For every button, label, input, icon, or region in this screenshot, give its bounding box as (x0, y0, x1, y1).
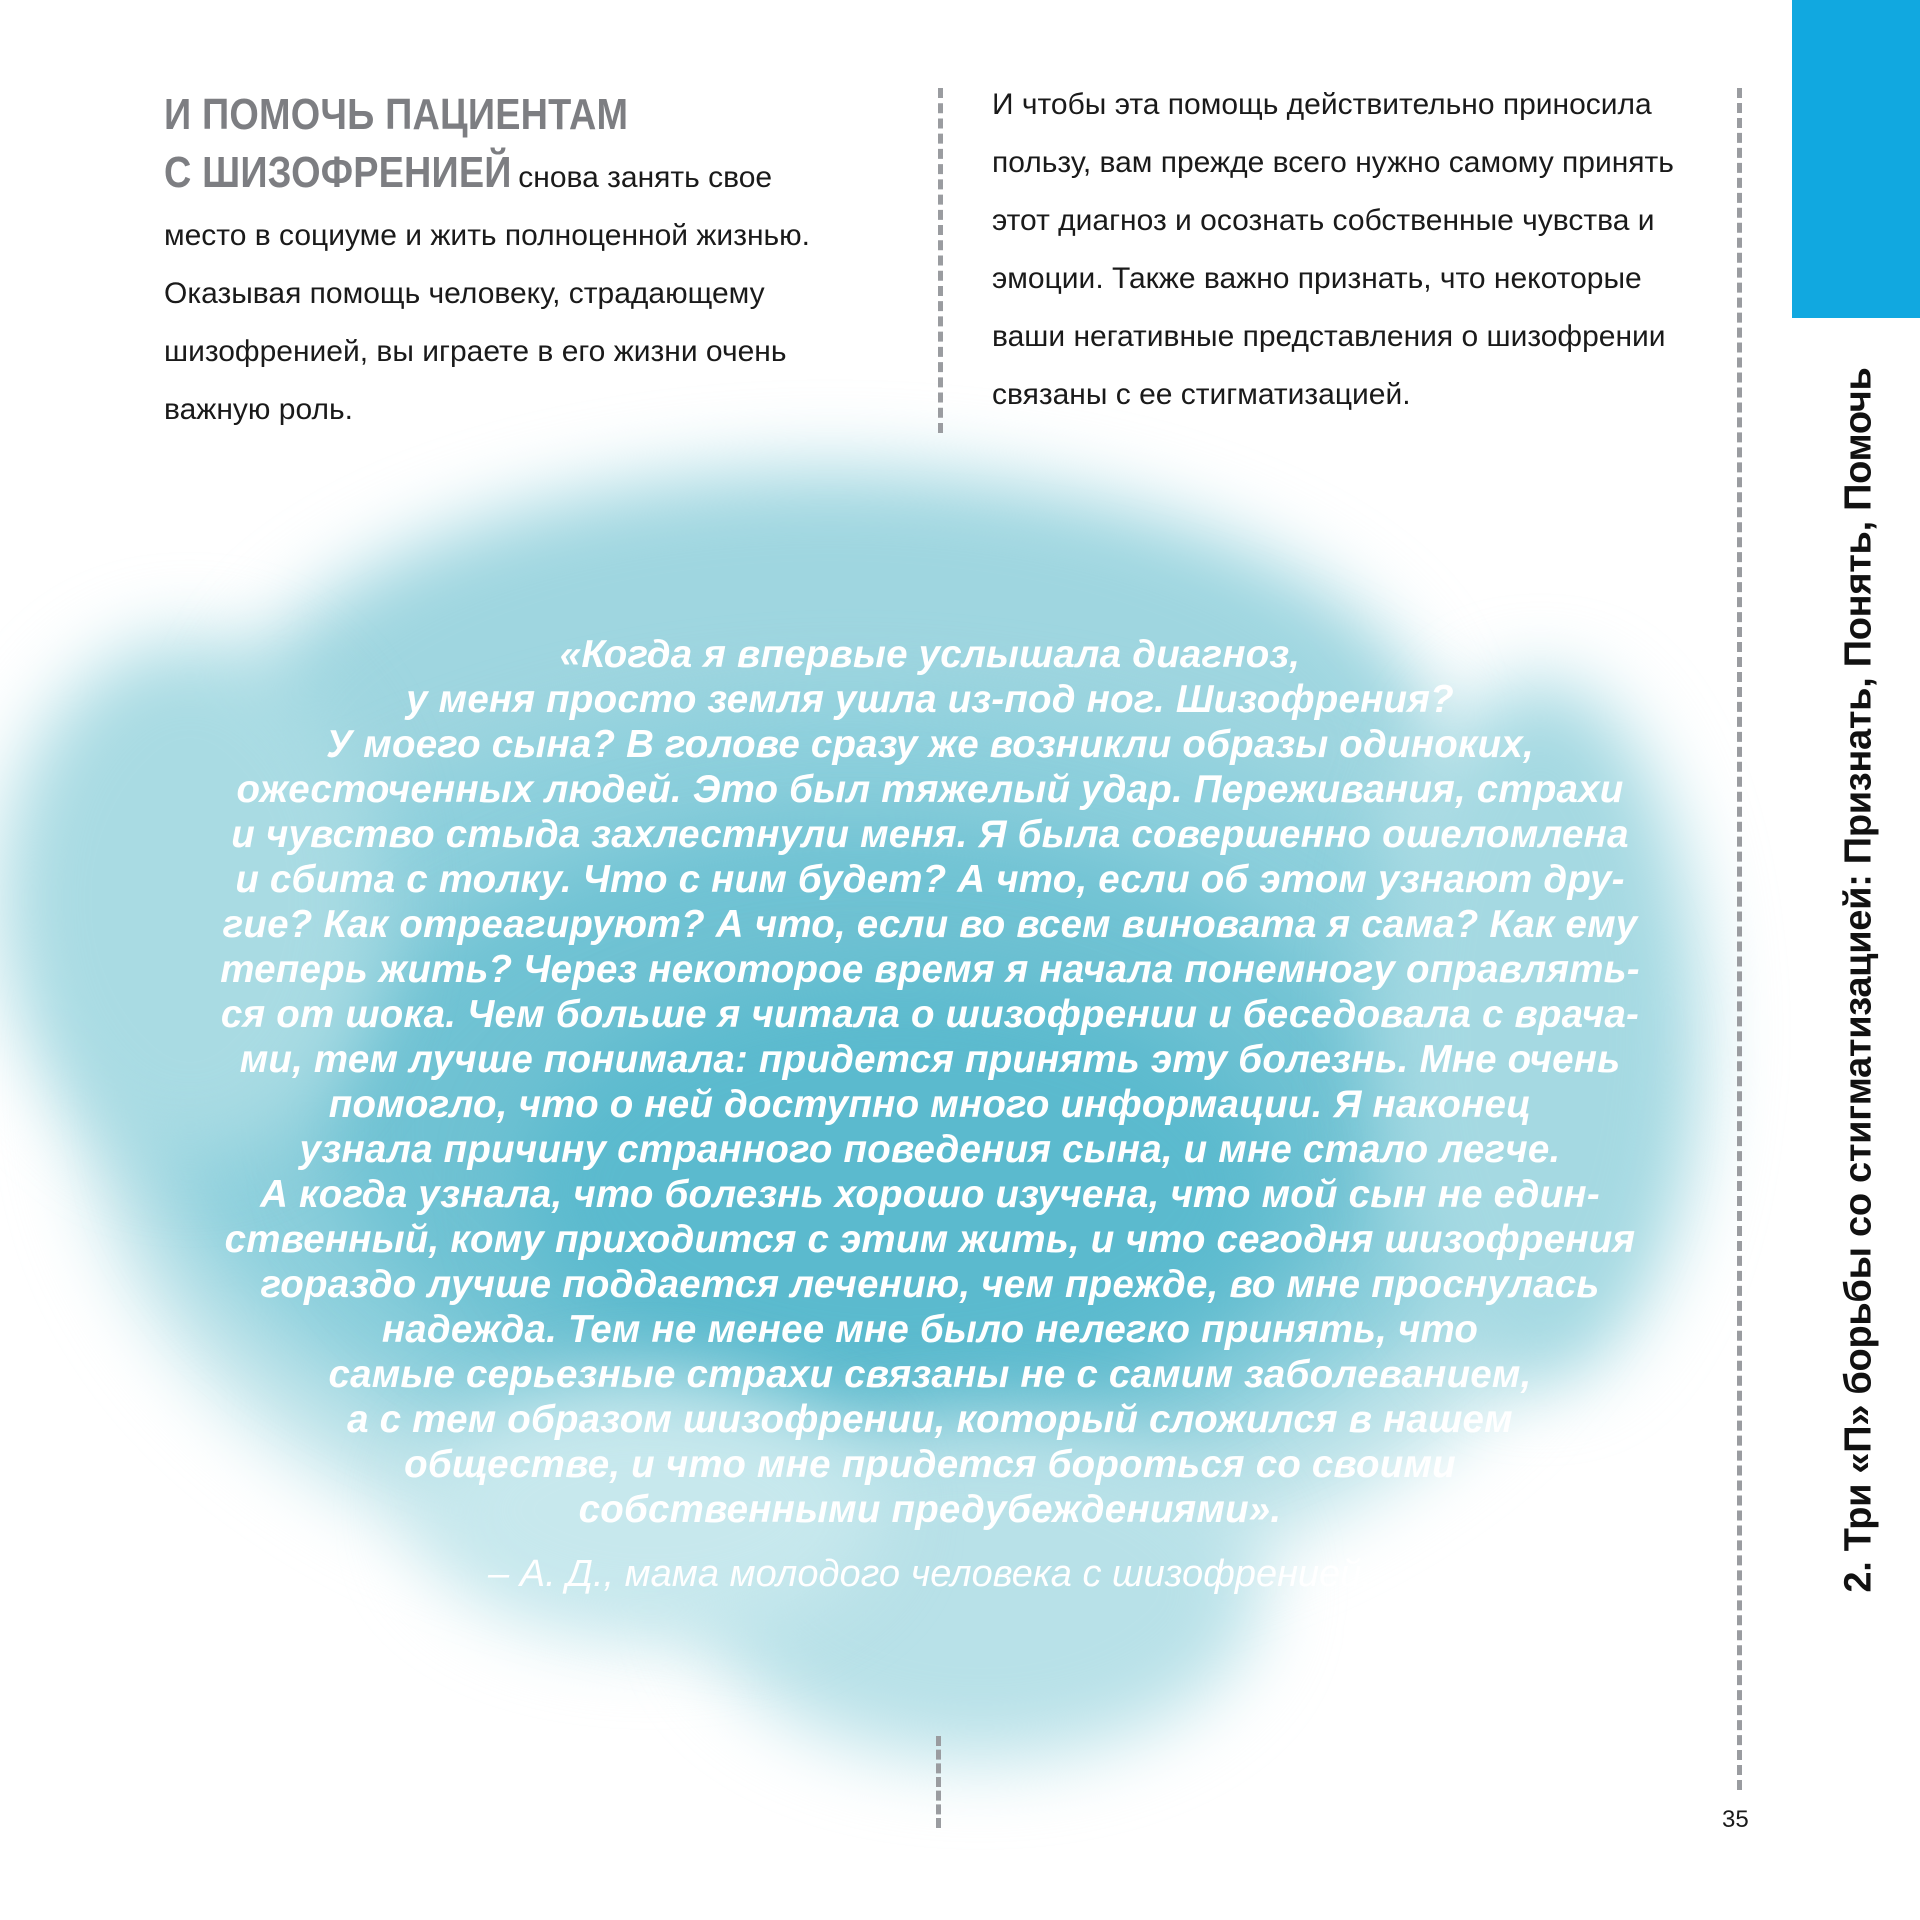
quote-line: и чувство стыда захлестнули меня. Я была совершенно ошеломлена (231, 813, 1629, 856)
quote-line: А когда узнала, что болезнь хорошо изучена, что мой сын не един- (260, 1173, 1600, 1216)
left-text-line: снова занять свое (518, 161, 773, 194)
left-text-line: важную роль. (164, 393, 353, 426)
quote-line: обществе, и что мне придется бороться со своими (404, 1443, 1456, 1486)
quote-line: помогло, что о ней доступно много информации. Я наконец (328, 1083, 1532, 1126)
quote-line: теперь жить? Через некоторое время я начала понемногу оправлять- (220, 948, 1640, 991)
quote-line: гораздо лучше поддается лечению, чем прежде, во мне проснулась (260, 1263, 1600, 1306)
right-text-line: этот диагноз и осознать собственные чувства и (992, 204, 1655, 237)
left-heading-line2: С ШИЗОФРЕНИЕЙ (164, 148, 512, 197)
right-text-line: пользу, вам прежде всего нужно самому принять (992, 146, 1674, 179)
quote-line: узнала причину странного поведения сына, и мне стало легче. (299, 1128, 1561, 1171)
quote-line: гие? Как отреагируют? А что, если во всем виновата я сама? Как ему (222, 903, 1638, 946)
left-text-line: место в социуме и жить полноценной жизнью. (164, 219, 810, 252)
quote-line: у меня просто земля ушла из-под ног. Шизофрения? (406, 678, 1454, 721)
quote-line: и сбита с толку. Что с ним будет? А что, если об этом узнают дру- (235, 858, 1625, 901)
section-title: 2. Три «П» борьбы со стигматизацией: Признать, Понять, Помочь (1837, 367, 1880, 1593)
left-text-line: Оказывая помощь человеку, страдающему (164, 277, 765, 310)
left-column (164, 86, 884, 439)
quote-line: «Когда я впервые услышала диагноз, (559, 633, 1301, 676)
quote-line: ся от шока. Чем больше я читала о шизофрении и беседовала с врача- (220, 993, 1640, 1036)
quote-line: самые серьезные страхи связаны не с самим заболеванием, (328, 1353, 1532, 1396)
right-column (992, 76, 1732, 424)
quote-line: ожесточенных людей. Это был тяжелый удар. Переживания, страхи (236, 768, 1624, 811)
column-divider (938, 88, 943, 433)
quote-line: ственный, кому приходится с этим жить, и что сегодня шизофрения (224, 1218, 1636, 1261)
quote-attribution: – А. Д., мама молодого человека с шизофренией. (488, 1553, 1372, 1595)
quote-line: У моего сына? В голове сразу же возникли образы одиноких, (326, 723, 1534, 766)
bottom-center-divider (936, 1736, 941, 1828)
right-text-line: ваши негативные представления о шизофрении (992, 320, 1666, 353)
page-number: 35 (1722, 1806, 1749, 1833)
left-heading-line1: И ПОМОЧЬ ПАЦИЕНТАМ (164, 90, 629, 139)
right-text-line: И чтобы эта помощь действительно приносила (992, 88, 1652, 121)
right-text-line: эмоции. Также важно признать, что некоторые (992, 262, 1642, 295)
quote-line: собственными предубеждениями». (578, 1488, 1282, 1531)
patient-quote (150, 632, 1710, 1532)
quote-line: ми, тем лучше понимала: придется принять эту болезнь. Мне очень (239, 1038, 1621, 1081)
right-text-line: связаны с ее стигматизацией. (992, 378, 1411, 411)
quote-line: надежда. Тем не менее мне было нелегко принять, что (381, 1308, 1479, 1351)
section-tab (1792, 0, 1920, 318)
left-text-line: шизофренией, вы играете в его жизни очень (164, 335, 787, 368)
quote-line: а с тем образом шизофрении, который сложился в нашем (347, 1398, 1513, 1441)
right-edge-divider (1737, 88, 1742, 1790)
